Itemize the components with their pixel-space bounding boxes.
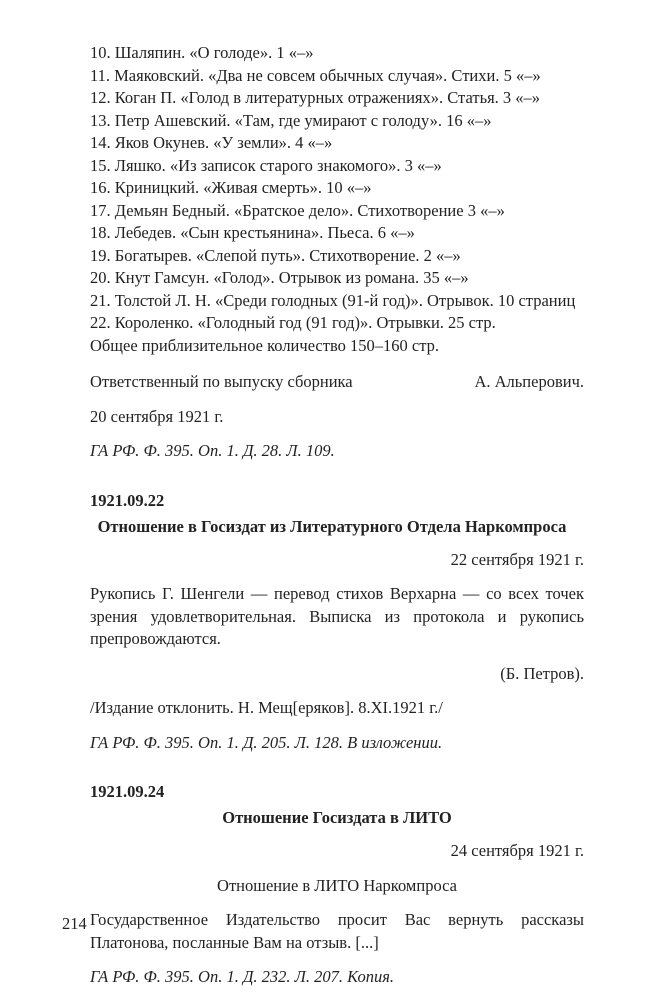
responsible-name: А. Альперович. xyxy=(474,372,584,391)
entry-id: 1921.09.22 xyxy=(90,490,165,510)
entry-body: Рукопись Г. Шенгели — перевод стихов Верхарна — со всех точек зрения удовлетворительная. Выписка из протокола и рукопись препровождаются. xyxy=(90,584,584,648)
list-item: 16. Криницкий. «Живая смерть». 10 «–» xyxy=(90,178,372,197)
entry-id: 1921.09.24 xyxy=(90,782,165,801)
entry-body: Государственное Издательство просит Вас вернуть рассказы Платонова, посланные Вам на отзыв. [...] xyxy=(90,910,584,952)
list-item: 20. Кнут Гамсун. «Голод». Отрывок из романа. 35 «–» xyxy=(90,268,469,287)
entry-title: Отношение в Госиздат из Литературного Отдела Наркомпроса xyxy=(97,516,567,536)
archive-source: ГА РФ. Ф. 395. Оп. 1. Д. 232. Л. 207. Копия. xyxy=(90,967,394,986)
list-item: 11. Маяковский. «Два не совсем обычных случая». Стихи. 5 «–» xyxy=(90,65,541,85)
total-line: Общее приблизительное количество 150–160 стр. xyxy=(90,335,439,355)
list-item: 21. Толстой Л. Н. «Среди голодных (91-й год)». Отрывок. 10 страниц xyxy=(90,290,576,310)
contents-list xyxy=(90,42,584,335)
list-item: 19. Богатырев. «Слепой путь». Стихотворение. 2 «–» xyxy=(90,245,461,265)
resolution-note: /Издание отклонить. Н. Мещ[еряков]. 8.XI.1921 г./ xyxy=(90,698,443,717)
list-item: 18. Лебедев. «Сын крестьянина». Пьеса. 6 «–» xyxy=(90,223,415,242)
responsible-signature xyxy=(90,371,584,394)
list-item: 10. Шаляпин. «О голоде». 1 «–» xyxy=(90,43,314,62)
entry-title: Отношение Госиздата в ЛИТО xyxy=(222,808,452,827)
list-item: 17. Демьян Бедный. «Братское дело». Стихотворение 3 «–» xyxy=(90,200,505,220)
entry-date: 22 сентября 1921 г. xyxy=(450,549,584,569)
page-number: 214 xyxy=(62,914,87,933)
entry-date: 24 сентября 1921 г. xyxy=(450,841,584,860)
responsible-label: Ответственный по выпуску сборника xyxy=(90,372,353,391)
signer: (Б. Петров). xyxy=(500,663,584,683)
list-item: 14. Яков Окунев. «У земли». 4 «–» xyxy=(90,133,333,152)
list-item: 22. Короленко. «Голодный год (91 год)». Отрывки. 25 стр. xyxy=(90,313,496,332)
list-item: 12. Коган П. «Голод в литературных отражениях». Статья. 3 «–» xyxy=(90,88,541,107)
list-item: 15. Ляшко. «Из записок старого знакомого». 3 «–» xyxy=(90,155,442,175)
document-date: 20 сентября 1921 г. xyxy=(90,406,224,426)
archive-source: ГА РФ. Ф. 395. Оп. 1. Д. 28. Л. 109. xyxy=(90,441,335,460)
letter-subheading: Отношение в ЛИТО Наркомпроса xyxy=(217,875,457,895)
archive-source: ГА РФ. Ф. 395. Оп. 1. Д. 205. Л. 128. В изложении. xyxy=(90,732,443,752)
page-content xyxy=(90,42,584,989)
list-item: 13. Петр Ашевский. «Там, где умирают с голоду». 16 «–» xyxy=(90,110,492,130)
